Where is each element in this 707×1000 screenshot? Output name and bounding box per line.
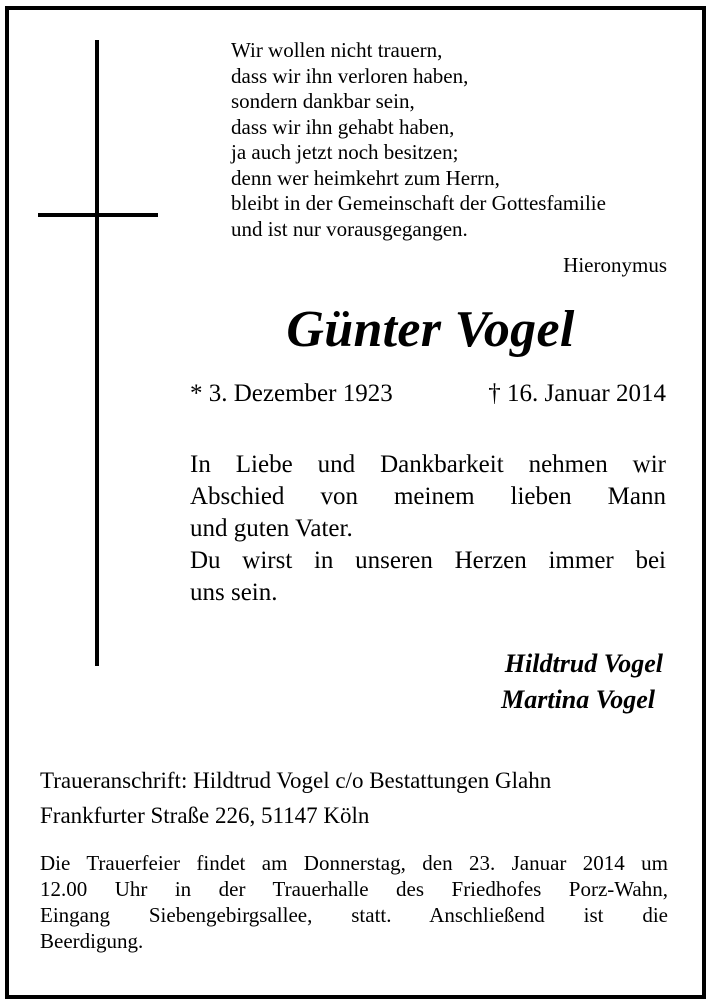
poem-line: denn wer heimkehrt zum Herrn, xyxy=(231,165,500,190)
poem-line: Wir wollen nicht trauern, xyxy=(231,38,443,62)
poem-author: Hieronymus xyxy=(563,253,667,277)
signers xyxy=(501,646,663,718)
farewell-message xyxy=(190,449,666,609)
cross-horizontal-bar xyxy=(38,213,158,217)
poem-line: und ist nur vorausgegangen. xyxy=(231,216,468,241)
poem-line: dass wir ihn gehabt haben, xyxy=(231,114,455,139)
funeral-info-line: Die Trauerfeier findet am Donnerstag, den 23. Januar 2014 um xyxy=(40,851,668,875)
funeral-info xyxy=(40,850,668,954)
poem-line: dass wir ihn verloren haben, xyxy=(231,63,469,88)
signer-name: Hildtrud Vogel xyxy=(504,649,663,678)
birth-date: * 3. Dezember 1923 xyxy=(190,380,393,407)
message-line: uns sein. xyxy=(190,579,278,606)
message-line: In Liebe und Dankbarkeit nehmen wir xyxy=(190,451,666,478)
message-line: Abschied von meinem lieben Mann xyxy=(190,483,666,510)
address-line: Frankfurter Straße 226, 51147 Köln xyxy=(40,803,370,828)
deceased-name: Günter Vogel xyxy=(286,301,575,358)
poem-line: sondern dankbar sein, xyxy=(231,89,415,113)
poem-line: bleibt in der Gemeinschaft der Gottesfamilie xyxy=(231,191,606,215)
poem xyxy=(231,38,606,242)
deceased-name-heading xyxy=(0,300,707,359)
signer-name: Martina Vogel xyxy=(501,685,655,714)
message-line: Du wirst in unseren Herzen immer bei xyxy=(190,547,666,574)
funeral-info-line: Beerdigung. xyxy=(40,929,144,953)
funeral-info-line: 12.00 Uhr in der Trauerhalle des Friedhofes Porz-Wahn, xyxy=(40,877,668,901)
mourning-address xyxy=(40,763,551,833)
poem-line: ja auch jetzt noch besitzen; xyxy=(231,140,459,164)
address-line: Traueranschrift: Hildtrud Vogel c/o Bestattungen Glahn xyxy=(40,768,552,793)
death-date: † 16. Januar 2014 xyxy=(488,380,666,407)
message-line: und guten Vater. xyxy=(190,515,353,542)
funeral-info-line: Eingang Siebengebirgsallee, statt. Anschließend ist die xyxy=(40,903,668,927)
